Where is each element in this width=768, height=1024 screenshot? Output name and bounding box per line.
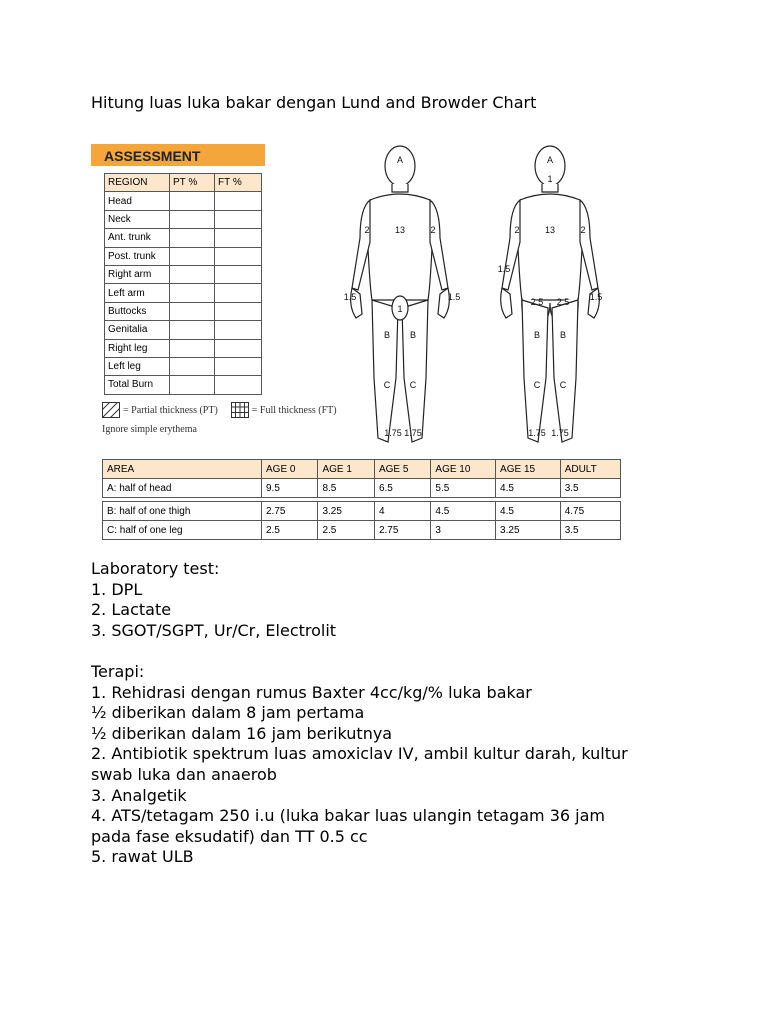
- therapy-line: pada fase eksudatif) dan TT 0.5 cc: [91, 826, 368, 846]
- table-row: [105, 192, 262, 210]
- front-label-leg-left: C: [409, 380, 417, 390]
- ft-cell: [215, 284, 262, 302]
- body-diagram: [330, 138, 630, 456]
- region-cell: Right leg: [105, 339, 170, 357]
- pt-cell: [170, 357, 215, 375]
- value-cell: 2.5: [262, 521, 318, 540]
- table-row: [105, 321, 262, 339]
- table-row: [105, 302, 262, 320]
- therapy-line: 5. rawat ULB: [91, 847, 194, 867]
- back-label-neck: 1: [547, 174, 553, 184]
- therapy-line: swab luka dan anaerob: [91, 764, 277, 784]
- table-row: [105, 265, 262, 283]
- pt-cell: [170, 247, 215, 265]
- table-row: [105, 229, 262, 247]
- value-cell: 4.5: [431, 502, 496, 521]
- pt-cell: [170, 321, 215, 339]
- pt-cell: [170, 192, 215, 210]
- ft-cell: [215, 192, 262, 210]
- table-row: [105, 284, 262, 302]
- value-cell: 4.5: [496, 502, 561, 521]
- table-row: [103, 479, 621, 498]
- back-label-foot-right: 1.75: [551, 428, 569, 438]
- region-cell: Left leg: [105, 357, 170, 375]
- back-figure: [501, 146, 600, 442]
- region-cell: Head: [105, 192, 170, 210]
- therapy-line: ½ diberikan dalam 8 jam pertama: [91, 703, 365, 723]
- ft-cell: [215, 265, 262, 283]
- age-table-header: [103, 460, 621, 479]
- region-cell: Genitalia: [105, 321, 170, 339]
- back-label-head: A: [546, 155, 554, 165]
- document-title: Hitung luas luka bakar dengan Lund and Browder Chart: [91, 93, 537, 112]
- paragraph-spacer: [91, 641, 691, 662]
- therapy-line: ½ diberikan dalam 16 jam berikutnya: [91, 723, 393, 743]
- back-label-leg-right: C: [559, 380, 567, 390]
- value-cell: 3.5: [560, 479, 620, 498]
- back-label-foot-left: 1.75: [528, 428, 546, 438]
- area-cell: B: half of one thigh: [103, 502, 262, 521]
- value-cell: 8.5: [318, 479, 374, 498]
- age-table: [102, 459, 621, 540]
- region-cell: Right arm: [105, 265, 170, 283]
- column-header: REGION: [105, 174, 170, 192]
- region-cell: Left arm: [105, 284, 170, 302]
- assessment-header-row: [105, 174, 262, 192]
- legend: [102, 400, 337, 435]
- value-cell: 4.75: [560, 502, 620, 521]
- therapy-heading: Terapi:: [91, 661, 145, 681]
- table-row: [105, 247, 262, 265]
- front-label-upper-arm-right: 2: [364, 225, 370, 235]
- ft-cell: [215, 210, 262, 228]
- value-cell: 5.5: [431, 479, 496, 498]
- front-label-foot-right: 1.75: [384, 428, 402, 438]
- table-row: [105, 210, 262, 228]
- pt-cell: [170, 229, 215, 247]
- value-cell: 3.25: [318, 502, 374, 521]
- ft-cell: [215, 247, 262, 265]
- front-label-upper-arm-left: 2: [430, 225, 436, 235]
- column-header: AGE 0: [262, 460, 318, 479]
- value-cell: 2.5: [318, 521, 374, 540]
- ft-cell: [215, 376, 262, 394]
- region-cell: Ant. trunk: [105, 229, 170, 247]
- value-cell: 3.5: [560, 521, 620, 540]
- back-label-buttock-right: 2.5: [556, 297, 570, 307]
- back-label-upper-arm-right: 2: [580, 225, 586, 235]
- front-label-genitalia: 1: [397, 304, 403, 314]
- column-header: AGE 5: [374, 460, 430, 479]
- body-text: [91, 559, 691, 868]
- legend-row-pt: [102, 400, 337, 420]
- front-label-thigh-left: B: [409, 330, 417, 340]
- column-header: AGE 10: [431, 460, 496, 479]
- value-cell: 6.5: [374, 479, 430, 498]
- back-label-forearm-left: 1.5: [497, 264, 511, 274]
- region-cell: Buttocks: [105, 302, 170, 320]
- value-cell: 4.5: [496, 479, 561, 498]
- column-header: FT %: [215, 174, 262, 192]
- region-cell: Neck: [105, 210, 170, 228]
- lab-heading: Laboratory test:: [91, 559, 220, 578]
- back-label-thigh-right: B: [559, 330, 567, 340]
- pt-cell: [170, 339, 215, 357]
- value-cell: 2.75: [374, 521, 430, 540]
- pt-cell: [170, 265, 215, 283]
- back-label-upper-arm-left: 2: [514, 225, 520, 235]
- legend-note: Ignore simple erythema: [102, 424, 197, 435]
- back-label-trunk: 13: [544, 225, 556, 235]
- region-cell: Post. trunk: [105, 247, 170, 265]
- front-label-head: A: [396, 155, 404, 165]
- grid-pattern-icon: [231, 402, 249, 418]
- therapy-line: 4. ATS/tetagam 250 i.u (luka bakar luas ulangin tetagam 36 jam: [91, 806, 605, 826]
- front-label-forearm-right: 1.5: [343, 292, 357, 302]
- legend-full-label: = Full thickness (FT): [251, 404, 337, 416]
- therapy-line: 3. Analgetik: [91, 785, 187, 805]
- table-row: [105, 357, 262, 375]
- hatch-pattern-icon: [102, 402, 120, 418]
- ft-cell: [215, 321, 262, 339]
- area-cell: C: half of one leg: [103, 521, 262, 540]
- column-header: AGE 15: [496, 460, 561, 479]
- area-cell: A: half of head: [103, 479, 262, 498]
- front-label-trunk: 13: [394, 225, 406, 235]
- back-label-forearm-right: 1.5: [589, 292, 603, 302]
- value-cell: 9.5: [262, 479, 318, 498]
- value-cell: 2.75: [262, 502, 318, 521]
- value-cell: 4: [374, 502, 430, 521]
- lab-item: 2. Lactate: [91, 600, 172, 620]
- front-figure: [351, 146, 450, 442]
- region-cell: Total Burn: [105, 376, 170, 394]
- ft-cell: [215, 357, 262, 375]
- ft-cell: [215, 339, 262, 357]
- legend-partial-label: = Partial thickness (PT): [123, 404, 218, 416]
- therapy-line: 2. Antibiotik spektrum luas amoxiclav IV, ambil kultur darah, kultur: [91, 744, 628, 764]
- column-header: ADULT: [560, 460, 620, 479]
- pt-cell: [170, 376, 215, 394]
- therapy-line: 1. Rehidrasi dengan rumus Baxter 4cc/kg/% luka bakar: [91, 682, 532, 702]
- assessment-table: [104, 173, 262, 395]
- value-cell: 3: [431, 521, 496, 540]
- column-header: AREA: [103, 460, 262, 479]
- back-label-leg-left: C: [533, 380, 541, 390]
- pt-cell: [170, 284, 215, 302]
- front-label-leg-right: C: [383, 380, 391, 390]
- back-label-buttock-left: 2.5: [530, 297, 544, 307]
- pt-cell: [170, 210, 215, 228]
- table-row: [105, 376, 262, 394]
- pt-cell: [170, 302, 215, 320]
- lab-item: 1. DPL: [91, 579, 143, 599]
- front-label-foot-left: 1.75: [404, 428, 422, 438]
- value-cell: 3.25: [496, 521, 561, 540]
- table-row: [105, 339, 262, 357]
- column-header: AGE 1: [318, 460, 374, 479]
- assessment-panel: [91, 144, 265, 166]
- lab-item: 3. SGOT/SGPT, Ur/Cr, Electrolit: [91, 620, 337, 640]
- assessment-header: ASSESSMENT: [91, 144, 265, 166]
- column-header: PT %: [170, 174, 215, 192]
- front-label-thigh-right: B: [383, 330, 391, 340]
- ft-cell: [215, 229, 262, 247]
- table-row: [103, 502, 621, 521]
- ft-cell: [215, 302, 262, 320]
- back-label-thigh-left: B: [533, 330, 541, 340]
- table-row: [103, 521, 621, 540]
- front-label-forearm-left: 1.5: [447, 292, 461, 302]
